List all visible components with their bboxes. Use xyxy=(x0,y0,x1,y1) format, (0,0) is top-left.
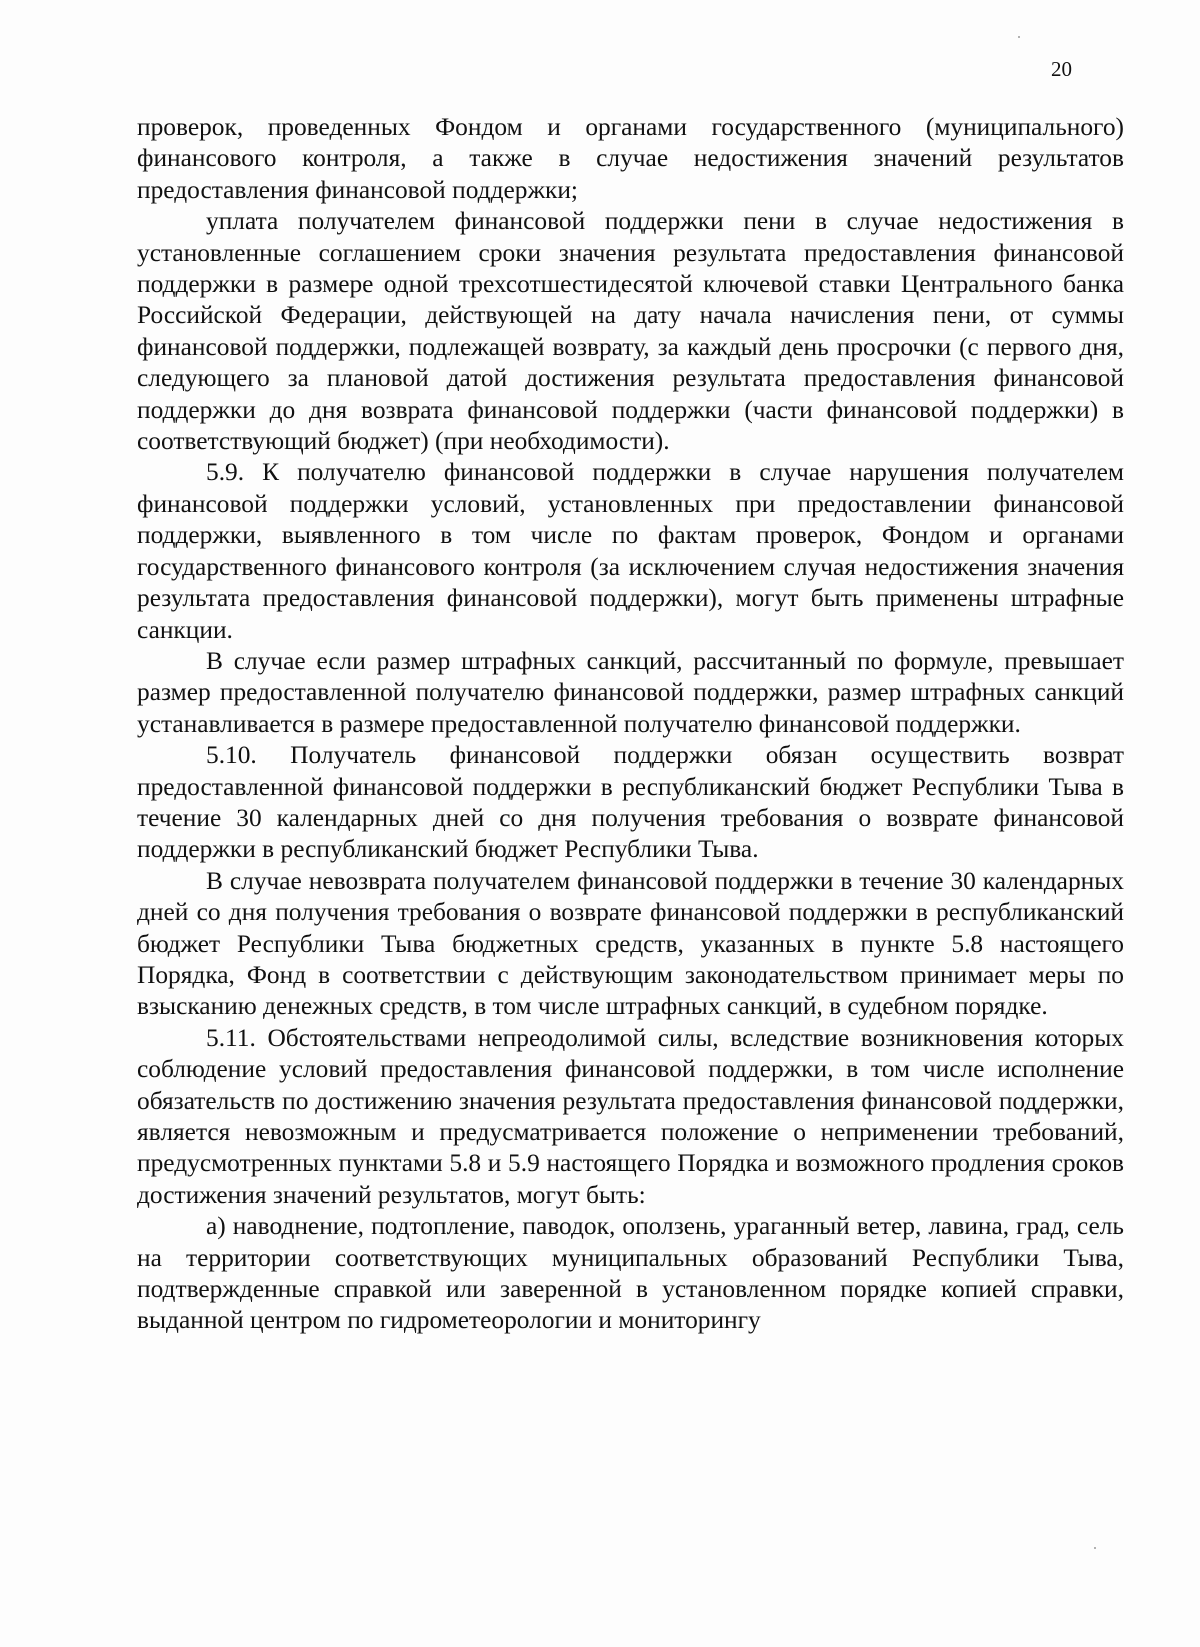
scan-speck xyxy=(1018,36,1020,38)
paragraph-5-11: 5.11. Обстоятельствами непреодолимой силы, вследствие возникновения которых соблюдение условий предоставления финансовой поддержки, в том числе исполнение обязательств по достижению значения результата предоставления финансовой поддержки, является невозможным и предусматривается положение о неприменении требований, предусмотренных пунктами 5.8 и 5.9 настоящего Порядка и возможного продления сроков достижения значений результатов, могут быть: xyxy=(137,1023,1124,1209)
paragraph-5-9: 5.9. К получателю финансовой поддержки в случае нарушения получателем финансовой поддержки условий, установленных при предоставлении финансовой поддержки, выявленного в том числе по фактам проверок, Фондом и органами государственного финансового контроля (за исключением случая недостижения значения результата предоставления финансовой поддержки), могут быть применены штрафные санкции. xyxy=(137,458,1124,644)
paragraph-penalty-interest: уплата получателем финансовой поддержки пени в случае недостижения в установленные соглашением сроки значения результата предоставления финансовой поддержки в размере одной трехсотшестидесятой ключевой ставки Центрального банка Российской Федерации, действующей на дату начала начисления пени, от суммы финансовой поддержки, подлежащей возврату, за каждый день просрочки (с первого дня, следующего за плановой датой достижения результата предоставления финансовой поддержки до дня возврата финансовой поддержки (части финансовой поддержки) в соответствующий бюджет) (при необходимости). xyxy=(137,207,1124,456)
paragraph-5-10: 5.10. Получатель финансовой поддержки обязан осуществить возврат предоставленной финансовой поддержки в республиканский бюджет Республики Тыва в течение 30 календарных дней со дня получения требования о возврате финансовой поддержки в республиканский бюджет Республики Тыва. xyxy=(137,741,1124,864)
scan-speck xyxy=(1094,1547,1096,1549)
paragraph-continuation: проверок, проведенных Фондом и органами государственного (муниципального) финансового контроля, а также в случае недостижения значений результатов предоставления финансовой поддержки; xyxy=(137,113,1124,204)
paragraph-non-return: В случае невозврата получателем финансовой поддержки в течение 30 календарных дней со дня получения требования о возврате финансовой поддержки в республиканский бюджет Республики Тыва бюджетных средств, указанных в пункте 5.8 настоящего Порядка, Фонд в соответствии с действующим законодательством принимает меры по взысканию денежных средств, в том числе штрафных санкций, в судебном порядке. xyxy=(137,866,1124,1021)
paragraph-item-a: а) наводнение, подтопление, паводок, оползень, ураганный ветер, лавина, град, сель на территории соответствующих муниципальных образований Республики Тыва, подтвержденные справкой или заверенной в установленном порядке копией справки, выданной центром по гидрометеорологии и мониторингу xyxy=(137,1212,1124,1335)
document-body xyxy=(137,112,1124,1337)
paragraph-fine-limit: В случае если размер штрафных санкций, рассчитанный по формуле, превышает размер предоставленной получателю финансовой поддержки, размер штрафных санкций устанавливается в размере предоставленной получателю финансовой поддержки. xyxy=(137,646,1124,738)
page-number: 20 xyxy=(1051,57,1072,81)
